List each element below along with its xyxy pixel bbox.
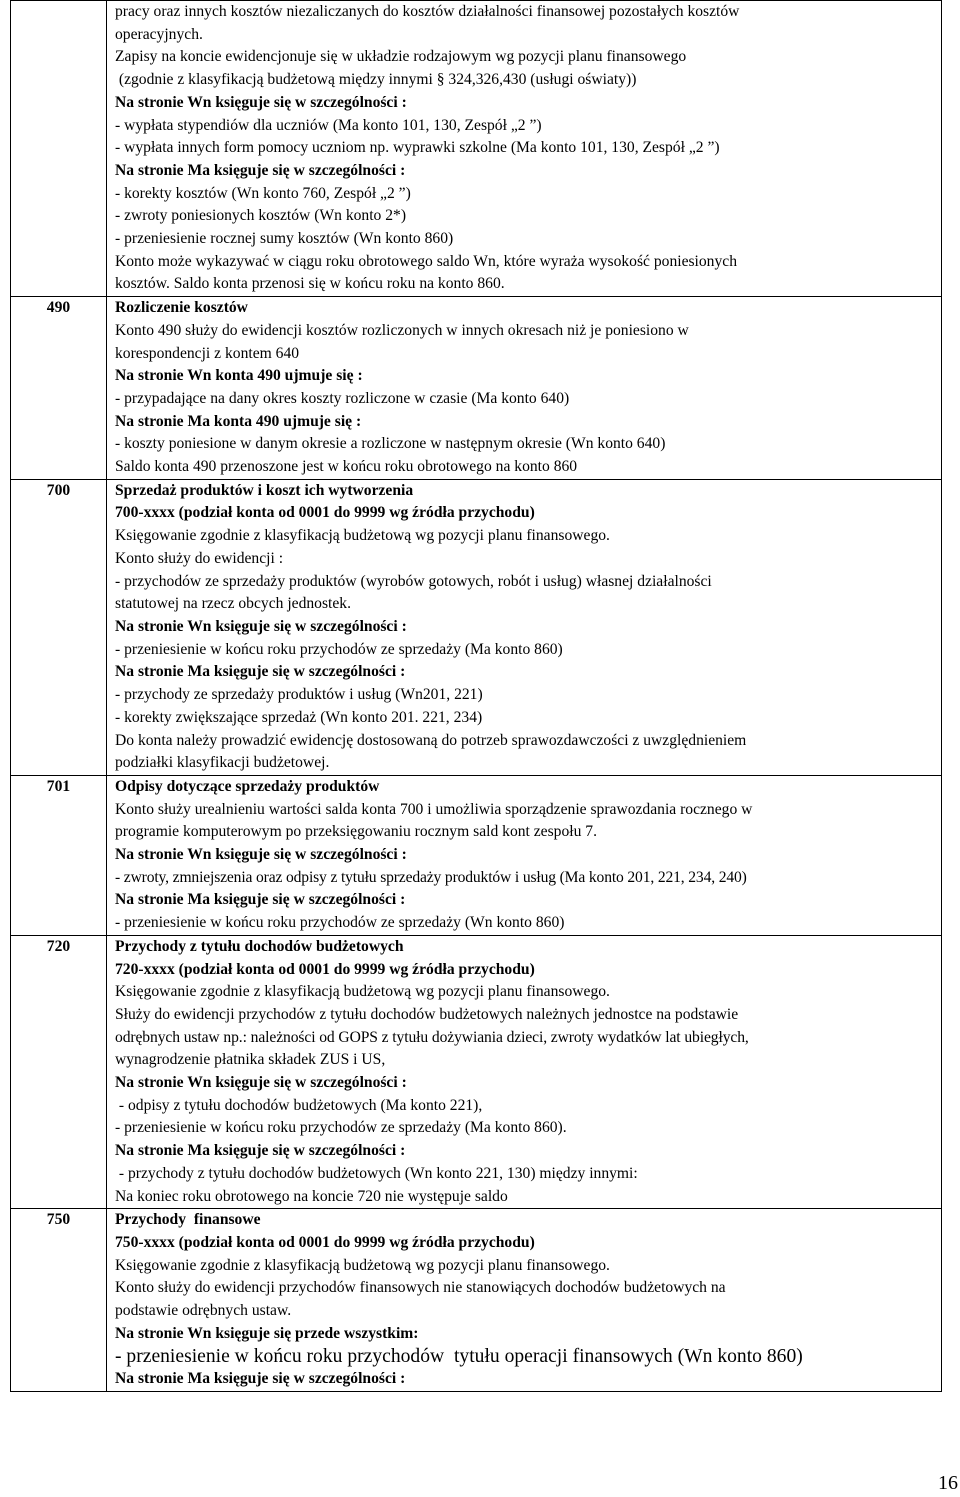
text-line: statutowej na rzecz obcych jednostek.: [115, 595, 351, 613]
text-line: - przeniesienie w końcu roku przychodów ze sprzedaży (Ma konto 860).: [115, 1119, 567, 1137]
section-title: Przychody z tytułu dochodów budżetowych: [115, 937, 404, 955]
text-line: operacyjnych.: [115, 25, 203, 43]
account-code-cell: [11, 1, 107, 297]
text-line: korespondencji z kontem 640: [115, 344, 300, 362]
section-content: [107, 935, 942, 1208]
subheading-wn: Na stronie Wn księguje się w szczególności :: [115, 93, 407, 111]
text-line: podziałki klasyfikacji budżetowej.: [115, 754, 330, 772]
subheading-wn: Na stronie Wn konta 490 ujmuje się :: [115, 367, 363, 385]
section-content: [107, 297, 942, 480]
text-line: odrębnych ustaw np.: należności od GOPS z tytułu dożywiania dzieci, zwroty wydatków lat ubiegłych,: [115, 1028, 749, 1046]
text-line: - przychody ze sprzedaży produktów i usług (Wn201, 221): [115, 686, 483, 704]
subheading-wn: Na stronie Wn księguje się w szczególności :: [115, 617, 407, 635]
text-line: Konto służy do ewidencji :: [115, 549, 284, 567]
subheading-wn: Na stronie Wn księguje się w szczególności :: [115, 846, 407, 864]
text-line: - przeniesienie w końcu roku przychodów ze sprzedaży (Ma konto 860): [115, 640, 563, 658]
section-title: Przychody finansowe: [115, 1211, 261, 1229]
section-title: Sprzedaż produktów i koszt ich wytworzenia: [115, 481, 414, 499]
text-line: - przeniesienie rocznej sumy kosztów (Wn konto 860): [115, 230, 454, 248]
text-line: Do konta należy prowadzić ewidencję dostosowaną do potrzeb sprawozdawczości z uwzględnieniem: [115, 731, 747, 749]
text-line: - przypadające na dany okres koszty rozliczone w czasie (Ma konto 640): [115, 389, 570, 407]
text-line: - korekty zwiększające sprzedaż (Wn konto 201. 221, 234): [115, 708, 483, 726]
text-line: wynagrodzenie płatnika składek ZUS i US,: [115, 1051, 386, 1069]
text-line: - przeniesienie w końcu roku przychodów ze sprzedaży (Wn konto 860): [115, 914, 565, 932]
account-code-cell: 720: [11, 935, 107, 1208]
text-line: Saldo konta 490 przenoszone jest w końcu roku obrotowego na konto 860: [115, 458, 578, 476]
text-line: - zwroty, zmniejszenia oraz odpisy z tytułu sprzedaży produktów i usług (Ma konto 201, 221, 234, 240): [115, 868, 747, 886]
table-row-750: [11, 1209, 942, 1392]
subheading-wn: Na stronie Wn księguje się w szczególności :: [115, 1074, 407, 1092]
text-line-large: - przeniesienie w końcu roku przychodów tytułu operacji finansowych (Wn konto 860): [115, 1346, 803, 1368]
text-line: - koszty poniesione w danym okresie a rozliczone w następnym okresie (Wn konto 640): [115, 435, 666, 453]
account-code-cell: 490: [11, 297, 107, 480]
account-code-cell: 701: [11, 775, 107, 935]
page-number: 16: [938, 1472, 958, 1494]
subheading-ma: Na stronie Ma księguje się w szczególności :: [115, 1370, 406, 1388]
text-line: Służy do ewidencji przychodów z tytułu dochodów budżetowych należnych jednostce na podstawie: [115, 1005, 739, 1023]
section-content: [107, 775, 942, 935]
text-line: Księgowanie zgodnie z klasyfikacją budżetową wg pozycji planu finansowego.: [115, 983, 610, 1001]
text-line: (zgodnie z klasyfikacją budżetową między innymi § 324,326,430 (usługi oświaty)): [115, 71, 637, 89]
text-line: podstawie odrębnych ustaw.: [115, 1302, 292, 1320]
table-row-720: [11, 935, 942, 1208]
table-row-490: [11, 297, 942, 480]
table-row-701: [11, 775, 942, 935]
section-content: [107, 479, 942, 775]
section-content: [107, 1209, 942, 1392]
text-line: Konto służy do ewidencji przychodów finansowych nie stanowiących dochodów budżetowych na: [115, 1279, 726, 1297]
account-code-cell: 750: [11, 1209, 107, 1392]
text-line: Na koniec roku obrotowego na koncie 720 nie występuje saldo: [115, 1187, 508, 1205]
text-line: - wypłata stypendiów dla uczniów (Ma konto 101, 130, Zespół „2 ”): [115, 116, 542, 134]
subheading-ma: Na stronie Ma księguje się w szczególności :: [115, 161, 406, 179]
text-line: - zwroty poniesionych kosztów (Wn konto 2*): [115, 207, 407, 225]
text-line: Księgowanie zgodnie z klasyfikacją budżetową wg pozycji planu finansowego.: [115, 527, 610, 545]
table-row-continuation: [11, 1, 942, 297]
text-line: Konto 490 służy do ewidencji kosztów rozliczonych w innych okresach niż je poniesiono w: [115, 321, 689, 339]
text-line: - wypłata innych form pomocy uczniom np. wyprawki szkolne (Ma konto 101, 130, Zespół „2 ”): [115, 139, 720, 157]
table-row-700: [11, 479, 942, 775]
section-title: Odpisy dotyczące sprzedaży produktów: [115, 777, 380, 795]
text-line: kosztów. Saldo konta przenosi się w końcu roku na konto 860.: [115, 275, 505, 293]
text-line: - odpisy z tytułu dochodów budżetowych (Ma konto 221),: [115, 1096, 483, 1114]
subheading-ma: Na stronie Ma księguje się w szczególności :: [115, 891, 406, 909]
text-line: Księgowanie zgodnie z klasyfikacją budżetową wg pozycji planu finansowego.: [115, 1256, 610, 1274]
subheading-ma: Na stronie Ma konta 490 ujmuje się :: [115, 412, 362, 430]
text-line: pracy oraz innych kosztów niezaliczanych do kosztów działalności finansowej pozostałych kosztów: [115, 3, 740, 20]
document-table: [10, 0, 942, 1392]
subheading-wn: Na stronie Wn księguje się przede wszystkim:: [115, 1324, 419, 1342]
account-subdivision: 720-xxxx (podział konta od 0001 do 9999 wg źródła przychodu): [115, 960, 535, 978]
section-content: [107, 1, 942, 297]
text-line: - przychodów ze sprzedaży produktów (wyrobów gotowych, robót i usług) własnej działalności: [115, 572, 712, 590]
account-subdivision: 700-xxxx (podział konta od 0001 do 9999 wg źródła przychodu): [115, 504, 535, 522]
text-line: - korekty kosztów (Wn konto 760, Zespół „2 ”): [115, 184, 411, 202]
text-line: Konto może wykazywać w ciągu roku obrotowego saldo Wn, które wyraża wysokość poniesionych: [115, 252, 737, 270]
subheading-ma: Na stronie Ma księguje się w szczególności :: [115, 663, 406, 681]
section-title: Rozliczenie kosztów: [115, 299, 248, 317]
account-subdivision: 750-xxxx (podział konta od 0001 do 9999 wg źródła przychodu): [115, 1233, 535, 1251]
text-line: Zapisy na koncie ewidencjonuje się w układzie rodzajowym wg pozycji planu finansowego: [115, 48, 687, 66]
text-line: Konto służy urealnieniu wartości salda konta 700 i umożliwia sporządzenie sprawozdania rocznego w: [115, 800, 753, 818]
text-line: programie komputerowym po przeksięgowaniu rocznym sald kont zespołu 7.: [115, 823, 597, 841]
text-line: - przychody z tytułu dochodów budżetowych (Wn konto 221, 130) między innymi:: [115, 1164, 638, 1182]
subheading-ma: Na stronie Ma księguje się w szczególności :: [115, 1142, 406, 1160]
account-code-cell: 700: [11, 479, 107, 775]
